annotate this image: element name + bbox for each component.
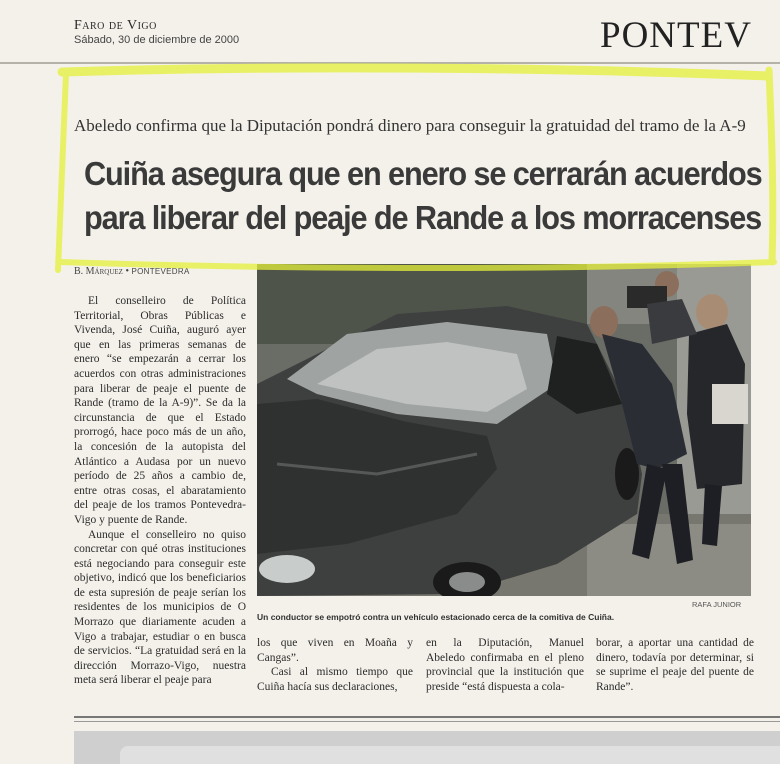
car-crash-photo-image <box>257 264 751 596</box>
article-headline <box>84 152 762 240</box>
byline-place: PONTEVEDRA <box>131 267 190 276</box>
newspaper-name: Faro de Vigo <box>74 18 157 33</box>
column-2-paragraph-2: Casi al mismo tiempo que Cuiña hacía sus declaraciones, <box>257 666 413 693</box>
headline-line-2: para liberar del peaje de Rande a los morracenses <box>84 199 762 236</box>
column-2-paragraph-1: los que viven en Moaña y Cangas”. <box>257 637 413 664</box>
article-subhead: Abeledo confirma que la Diputación pondrá dinero para conseguir la gratuidad del tramo de la A-9 <box>74 116 746 135</box>
article-column-4 <box>596 636 754 694</box>
publication-date: Sábado, 30 de diciembre de 2000 <box>74 34 240 46</box>
headline-line-1: Cuiña asegura que en enero se cerrarán acuerdos <box>84 155 762 192</box>
column-3-paragraph-1: en la Diputación, Manuel Abeledo confirmaba en el pleno provincial que la institución que preside “está dispuesta a cola- <box>426 637 584 693</box>
column-1-paragraph-1: El conselleiro de Política Territorial, Obras Públicas e Vivenda, José Cuiña, auguró ayer que en las primeras semanas de enero “se empezarán a cerrar los acuerdos con otras administraciones para liberar de peaje el puente de Rande (tramo de la A-9)”. Se da la circunstancia de que el Estado prorrogó, hace poco más de un año, la concesión de la autopista del Atlántico a Audasa por un nuevo período de 25 años a cambio de, entre otras cosas, el abaratamiento del peaje de los tramos Pontevedra-Vigo y puente de Rande. <box>74 295 246 526</box>
byline-separator: • <box>122 266 132 277</box>
header-divider <box>0 62 780 64</box>
bottom-divider-thin <box>74 721 780 722</box>
next-article-box <box>120 746 780 764</box>
byline-author: B. Márquez <box>74 266 123 277</box>
photo-credit: RAFA JUNIOR <box>692 600 742 609</box>
article-column-2 <box>257 636 413 694</box>
column-1-paragraph-2: Aunque el conselleiro no quiso concretar con qué otras instituciones está negociando para conseguir este objetivo, indicó que los beneficiarios de esta supresión de peaje serían los residentes de los municipios de O Morrazo que diariamente acuden a Vigo a trabajar, estudiar o en busca de servicios. “La gratuidad será en la dirección Morrazo-Vigo, nuestra meta será liberar el peaje para <box>74 528 246 687</box>
bottom-divider <box>74 716 780 718</box>
article-photo <box>257 264 751 596</box>
column-4-paragraph-1: borar, a aportar una cantidad de dinero, todavía por determinar, si se suprime el peaje del puente de Rande”. <box>596 637 754 693</box>
byline <box>74 266 190 277</box>
article-column-1 <box>74 294 246 688</box>
section-title: PONTEV <box>600 15 752 56</box>
article-column-3 <box>426 636 584 694</box>
photo-caption: Un conductor se empotró contra un vehículo estacionado cerca de la comitiva de Cuiña. <box>257 612 615 622</box>
